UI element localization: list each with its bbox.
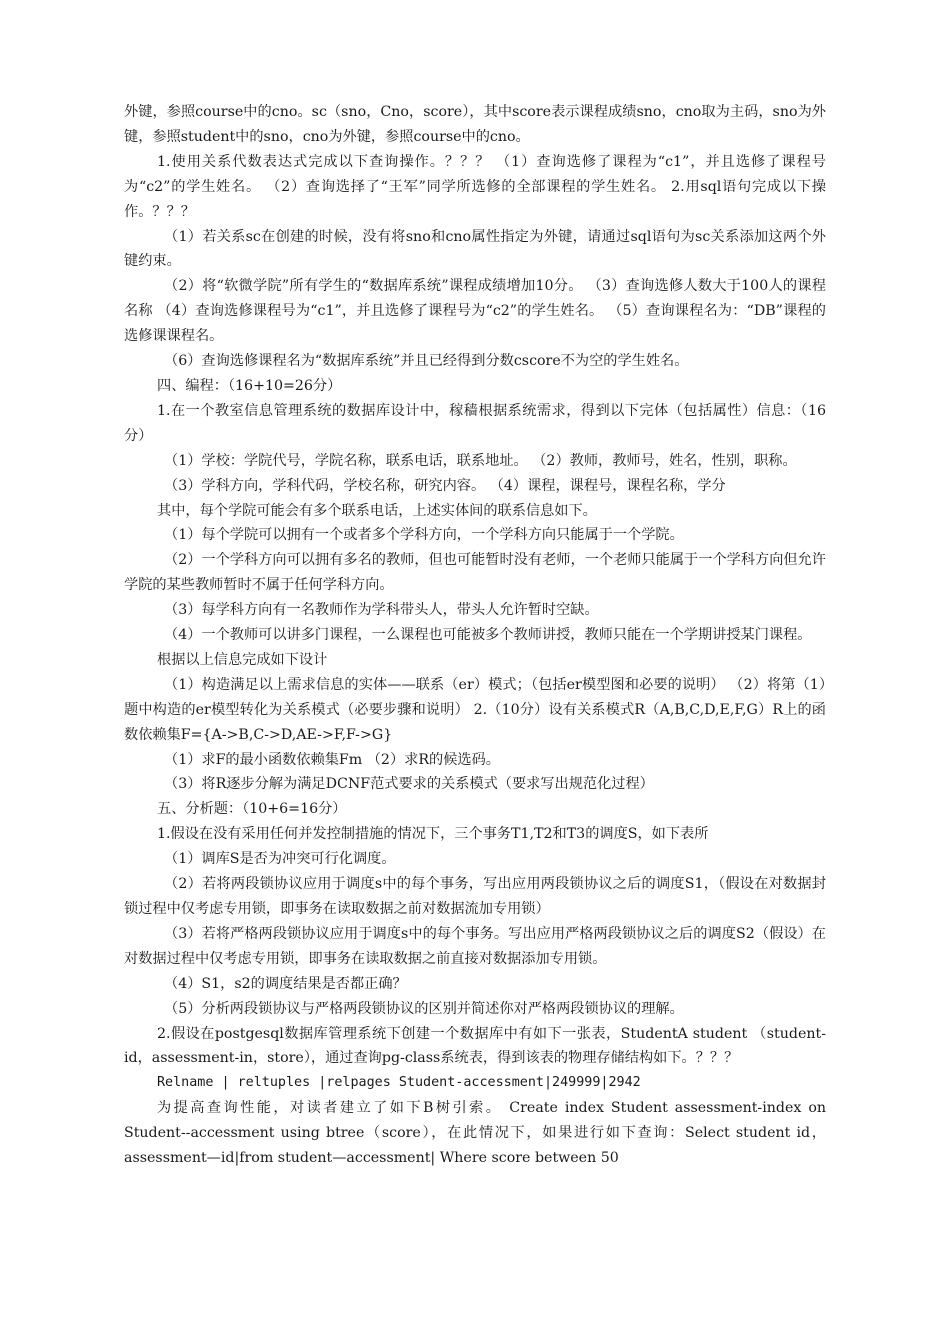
section-heading: 四、编程：（16+10=26分） [157,377,342,394]
paragraph: 根据以上信息完成如下设计 [157,651,328,668]
paragraph: （2）将“软微学院”所有学生的“数据库系统”课程成绩增加10分。 （3）查询选修人数大于100人的课程名称 （4）查询选修课程号为“c1”，并且选修了课程号为“c2”的学生姓名。 （5）查询课程名为：“DB”课程的选修课课程名。 [124,278,826,345]
paragraph: （4）S1，s2的调度结果是否都正确？ [164,975,407,992]
paragraph: 为提高查询性能，对读者建立了如下B树引索。 Create index Student assessment-index on Student--accessment using btree（score），在此情况下，如果进行如下查询：Select student id，assessment—id|from student—accessment| Where score between 50 [124,1100,826,1167]
code-line: Relname | reltuples |relpages Student-accessment|249999|2942 [157,1075,641,1091]
paragraph: 1.假设在没有采用任何并发控制措施的情况下，三个事务T1,T2和T3的调度S，如下表所 [157,826,709,843]
paragraph: （6）查询选修课程名为“数据库系统”并且已经得到分数cscore不为空的学生姓名。 [164,353,689,370]
paragraph: （1）构造满足以上需求信息的实体——联系（er）模式；（包括er模型图和必要的说明） （2）将第（1）题中构造的er模型转化为关系模式（必要步骤和说明） 2.（10分）设有关系模式R（A,B,C,D,E,F,G）R上的函数依赖集F={A->B,C->D,AE->F,F->G} [124,676,826,743]
paragraph: （3）将R逐步分解为满足DCNF范式要求的关系模式（要求写出规范化过程） [164,776,654,793]
paragraph: （1）调库S是否为冲突可行化调度。 [164,851,396,868]
paragraph: 1.使用关系代数表达式完成以下查询操作。？？？ （1）查询选修了课程为“c1”，并且选修了课程号为“c2”的学生姓名。 （2）查询选择了“王军”同学所选修的全部课程的学生姓名。 2.用sql语句完成以下操作。？？？ [124,153,826,220]
paragraph: （3）学科方向，学科代码，学校名称，研究内容。 （4）课程，课程号，课程名称，学分 [164,477,726,494]
section-heading: 五、分析题：（10+6=16分） [157,801,347,818]
paragraph: 1.在一个教室信息管理系统的数据库设计中，稼穑根据系统需求，得到以下完体（包括属性）信息：（16分） [124,402,826,444]
paragraph: （1）每个学院可以拥有一个或者多个学科方向，一个学科方向只能属于一个学院。 [164,527,684,544]
paragraph: （3）每学科方向有一名教师作为学科带头人，带头人允许暂时空缺。 [164,602,599,619]
paragraph: 外键，参照course中的cno。sc（sno，Cno，score），其中score表示课程成绩sno，cno取为主码，sno为外键，参照student中的sno，cno为外键，参照course中的cno。 [124,104,826,145]
paragraph: （1）学校：学院代号，学院名称，联系电话，联系地址。 （2）教师，教师号，姓名，性别，职称。 [164,452,797,469]
paragraph: （1）求F的最小函数依赖集Fm （2）求R的候选码。 [164,751,500,768]
paragraph: （4）一个教师可以讲多门课程，一么课程也可能被多个教师讲授，教师只能在一个学期讲授某门课程。 [164,627,812,644]
document-body [124,100,826,1171]
paragraph: （2）一个学科方向可以拥有多名的教师，但也可能暂时没有老师，一个老师只能属于一个学科方向但允许学院的某些教师暂时不属于任何学科方向。 [124,552,826,594]
paragraph: 2.假设在postgesql数据库管理系统下创建一个数据库中有如下一张表，StudentA student （student-id，assessment-in，store），通过查询pg-class系统表，得到该表的物理存储结构如下。？？？ [124,1025,826,1067]
paragraph: （2）若将两段锁协议应用于调度s中的每个事务，写出应用两段锁协议之后的调度S1，（假设在对数据封锁过程中仅考虑专用锁，即事务在读取数据之前对数据流加专用锁） [124,876,826,917]
paragraph: （5）分析两段锁协议与严格两段锁协议的区别并简述你对严格两段锁协议的理解。 [164,1000,684,1017]
paragraph: 其中，每个学院可能会有多个联系电话，上述实体间的联系信息如下。 [157,502,597,519]
paragraph: （1）若关系sc在创建的时候，没有将sno和cno属性指定为外键，请通过sql语句为sc关系添加这两个外键约束。 [124,228,826,270]
paragraph: （3）若将严格两段锁协议应用于调度s中的每个事务。写出应用严格两段锁协议之后的调度S2（假设）在对数据过程中仅考虑专用锁，即事务在读取数据之前直接对数据添加专用锁。 [124,925,826,967]
